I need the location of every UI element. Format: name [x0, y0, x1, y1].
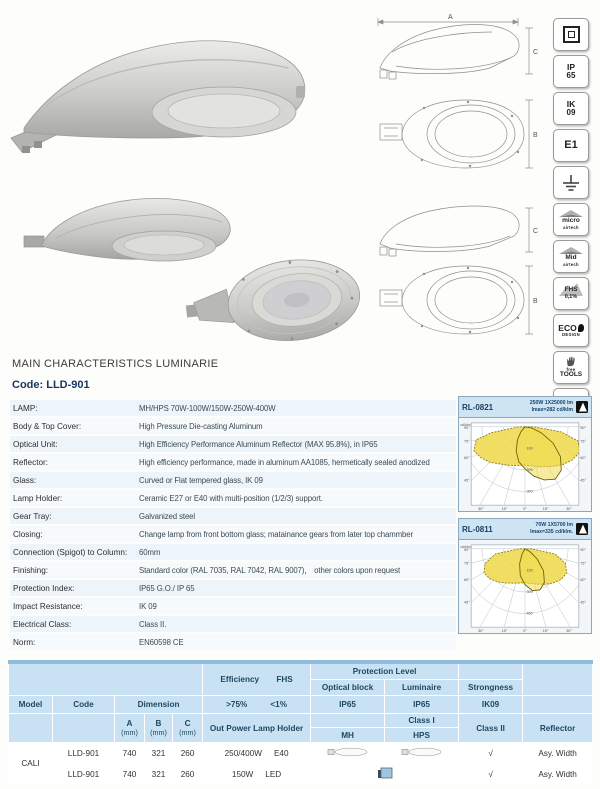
svg-text:0°: 0°	[523, 629, 527, 634]
polar-diagram	[459, 418, 591, 512]
svg-text:cd/klm: cd/klm	[460, 422, 471, 427]
svg-text:60°: 60°	[580, 578, 586, 583]
spec-label: Protection Index:	[13, 583, 75, 593]
spec-row	[10, 418, 456, 434]
header-out-power: Out Power Lamp Holder	[203, 714, 311, 743]
spec-value: IP65 G.O./ IP 65	[139, 583, 195, 593]
header-blank	[9, 714, 53, 743]
tube-lamp-icon	[401, 747, 443, 757]
eco-design-icon: ECO DESIGN	[553, 314, 589, 347]
cell-a: 740	[115, 743, 145, 764]
product-photo-top	[184, 250, 370, 354]
svg-text:150: 150	[526, 568, 533, 573]
spec-label: Connection (Spigot) to Column:	[13, 547, 128, 557]
cell-power: 250/400W	[224, 748, 262, 758]
svg-text:60°: 60°	[580, 456, 586, 461]
svg-text:90°: 90°	[464, 425, 470, 430]
spec-row	[10, 472, 456, 488]
dim-b-label: B	[533, 132, 538, 139]
e1-icon: E1	[553, 129, 589, 162]
header-efficiency-fhs	[203, 662, 311, 696]
spec-label: LAMP:	[13, 403, 38, 413]
header-blank	[311, 714, 385, 728]
dim-c-label: C	[533, 228, 539, 235]
cell-a: 740	[115, 764, 145, 785]
spec-label: Electrical Class:	[13, 619, 72, 629]
header-ik09: IK09	[459, 696, 523, 714]
svg-text:30°: 30°	[566, 507, 572, 512]
chart-header	[459, 397, 591, 418]
header-dimension: Dimension	[115, 696, 203, 714]
cell-class2-check: √	[459, 764, 523, 785]
svg-text:15°: 15°	[501, 507, 508, 512]
spec-value: Class II.	[139, 619, 167, 629]
spec-row	[10, 634, 456, 650]
certification-icons	[553, 18, 593, 425]
svg-text:75°: 75°	[580, 439, 586, 444]
characteristics-table	[10, 400, 456, 652]
svg-text:450: 450	[526, 611, 533, 616]
cell-class2-check: √	[459, 743, 523, 764]
svg-text:45°: 45°	[580, 600, 586, 605]
header-fhs: FHS	[276, 675, 293, 684]
header-dim-a: A (mm)	[115, 714, 145, 743]
chart-title: RL-0811	[462, 524, 493, 534]
spec-row	[10, 508, 456, 524]
svg-text:200: 200	[526, 467, 533, 472]
svg-text:300: 300	[526, 489, 533, 494]
spec-row	[10, 400, 456, 416]
cell-reflector: Asy. Width	[523, 743, 593, 764]
photometric-chart-rl0811	[458, 518, 592, 634]
header-code: Code	[53, 696, 115, 714]
ik09-icon: IK 09	[553, 92, 589, 125]
svg-text:15°: 15°	[501, 629, 508, 634]
spec-value: High Pressure Die-casting Aluminum	[139, 421, 263, 431]
cell-model: CALI	[9, 743, 53, 785]
mid-airtech-icon: Mid airtech	[553, 240, 589, 273]
cell-power: 150W	[231, 769, 254, 779]
svg-text:0°: 0°	[523, 507, 527, 512]
svg-text:100: 100	[526, 446, 533, 451]
spec-label: Closing:	[13, 529, 43, 539]
cell-b: 321	[145, 764, 173, 785]
product-code: Code: LLD-901	[12, 379, 90, 391]
chart-logo-icon	[576, 523, 588, 535]
header-lt1: <1%	[270, 700, 287, 709]
header-class1: Class I	[385, 714, 459, 728]
micro-airtech-icon: micro airtech	[553, 203, 589, 236]
spec-value: Change lamp from front bottom glass; matainance gears from later top chammber	[139, 529, 413, 539]
spec-label: Norm:	[13, 637, 36, 647]
spec-row	[10, 454, 456, 470]
svg-text:45°: 45°	[464, 600, 470, 605]
tube-lamp-icon	[327, 747, 369, 757]
product-photo-main	[6, 10, 312, 182]
svg-text:45°: 45°	[464, 478, 470, 483]
spec-row	[10, 544, 456, 560]
cell-b: 321	[145, 743, 173, 764]
cell-reflector: Asy. Width	[523, 764, 593, 785]
chart-logo-icon	[576, 401, 588, 413]
chart-header	[459, 519, 591, 540]
photometric-chart-rl0821	[458, 396, 592, 512]
spec-label: Reflector:	[13, 457, 49, 467]
svg-text:30°: 30°	[478, 629, 484, 634]
header-ip65-luminaire: IP65	[385, 696, 459, 714]
cell-code: LLD-901	[53, 764, 115, 785]
cell-holder: LED	[265, 769, 282, 779]
header-blank	[9, 662, 203, 696]
spec-value: EN60598 CE	[139, 637, 184, 647]
svg-text:30°: 30°	[566, 629, 572, 634]
cell-out-power	[203, 743, 311, 764]
svg-text:60°: 60°	[464, 578, 470, 583]
svg-text:300: 300	[526, 589, 533, 594]
spec-value: Galvanized steel	[139, 511, 196, 521]
svg-text:15°: 15°	[542, 629, 549, 634]
spec-value: MH/HPS 70W-100W/150W-250W-400W	[139, 403, 276, 413]
cell-holder: E40	[273, 748, 289, 758]
fhs-icon: FHS 0,1%	[553, 277, 589, 310]
svg-text:45°: 45°	[580, 478, 586, 483]
spec-row	[10, 562, 456, 578]
header-efficiency: Efficiency	[220, 675, 260, 684]
spec-label: Optical Unit:	[13, 439, 58, 449]
svg-text:90°: 90°	[580, 547, 586, 552]
ip65-icon: IP 65	[553, 55, 589, 88]
spec-value: Curved or Flat tempered glass, IK 09	[139, 475, 263, 485]
spec-label: Body & Top Cover:	[13, 421, 82, 431]
header-hps: HPS	[385, 728, 459, 743]
section-title: MAIN CHARACTERISTICS LUMINARIE	[12, 358, 219, 370]
spec-row	[10, 598, 456, 614]
spec-value: High efficiency performance, made in aluminum AA1085, hermetically sealed anodized	[139, 457, 430, 467]
header-blank	[459, 662, 523, 680]
spec-row	[10, 490, 456, 506]
spec-value: Standard color (RAL 7035, RAL 7042, RAL 9007)， other colors upon request	[139, 565, 401, 575]
free-tools-icon: free TOOLS	[553, 351, 589, 384]
cell-hps-lamp	[385, 743, 459, 764]
svg-text:90°: 90°	[464, 547, 470, 552]
spec-row	[10, 526, 456, 542]
header-strongness: Strongness	[459, 680, 523, 696]
header-class2: Class II	[459, 714, 523, 743]
header-luminaire: Luminaire	[385, 680, 459, 696]
header-dim-c: C (mm)	[173, 714, 203, 743]
header-protection-level: Protection Level	[311, 662, 459, 680]
cell-c: 260	[173, 764, 203, 785]
spec-value: Ceramic E27 or E40 with multi-position (1/2/3) support.	[139, 493, 323, 503]
spec-row	[10, 580, 456, 596]
svg-text:60°: 60°	[464, 456, 470, 461]
header-blank	[523, 662, 593, 696]
spec-value: 60mm	[139, 547, 161, 557]
spec-label: Lamp Holder:	[13, 493, 63, 503]
cell-c: 260	[173, 743, 203, 764]
earth-ground-icon	[553, 166, 589, 199]
table-row	[9, 764, 593, 785]
cell-out-power	[203, 764, 311, 785]
chart-title: RL-0821	[462, 402, 494, 412]
table-row	[9, 743, 593, 764]
chart-lamp-spec: 70W 1X5700 lm	[535, 522, 573, 529]
header-dim-b: B (mm)	[145, 714, 173, 743]
svg-text:15°: 15°	[542, 507, 549, 512]
dim-b-label: B	[533, 298, 538, 305]
header-efficiency-values	[203, 696, 311, 714]
spec-label: Finishing:	[13, 565, 49, 575]
cell-code: LLD-901	[53, 743, 115, 764]
svg-text:90°: 90°	[580, 425, 586, 430]
spec-row	[10, 616, 456, 632]
svg-text:30°: 30°	[478, 507, 484, 512]
header-reflector: Reflector	[523, 714, 593, 743]
led-module-icon	[376, 766, 394, 780]
cell-led-lamp	[311, 764, 459, 785]
header-model: Model	[9, 696, 53, 714]
polar-diagram	[459, 540, 591, 634]
header-mh: MH	[311, 728, 385, 743]
svg-text:cd/klm: cd/klm	[460, 544, 471, 549]
chart-imax: Imax=335 cd/klm.	[530, 529, 573, 535]
spec-label: Glass:	[13, 475, 37, 485]
dimension-drawing-bottom	[372, 202, 540, 354]
product-table	[8, 660, 593, 785]
header-blank	[523, 696, 593, 714]
spec-value: High Efficiency Performance Aluminum Reflector (MAX 95.8%), in IP65	[139, 439, 378, 449]
class2-insulation-icon	[553, 18, 589, 51]
svg-text:75°: 75°	[464, 561, 470, 566]
chart-lamp-spec: 250W 1X25000 lm	[529, 400, 573, 407]
dim-c-label: C	[533, 49, 539, 56]
dim-a-label: A	[448, 14, 453, 21]
header-gt75: >75%	[226, 700, 248, 709]
cell-mh-lamp	[311, 743, 385, 764]
header-optical-block: Optical block	[311, 680, 385, 696]
dimension-drawing-top	[372, 12, 540, 186]
spec-value: IK 09	[139, 601, 157, 611]
spec-label: Gear Tray:	[13, 511, 52, 521]
spec-label: Impact Resistance:	[13, 601, 83, 611]
spec-row	[10, 436, 456, 452]
svg-text:75°: 75°	[464, 439, 470, 444]
header-blank	[53, 714, 115, 743]
svg-text:75°: 75°	[580, 561, 586, 566]
chart-imax: Imax=282 cd/klm	[531, 407, 573, 413]
header-ip65-optical: IP65	[311, 696, 385, 714]
